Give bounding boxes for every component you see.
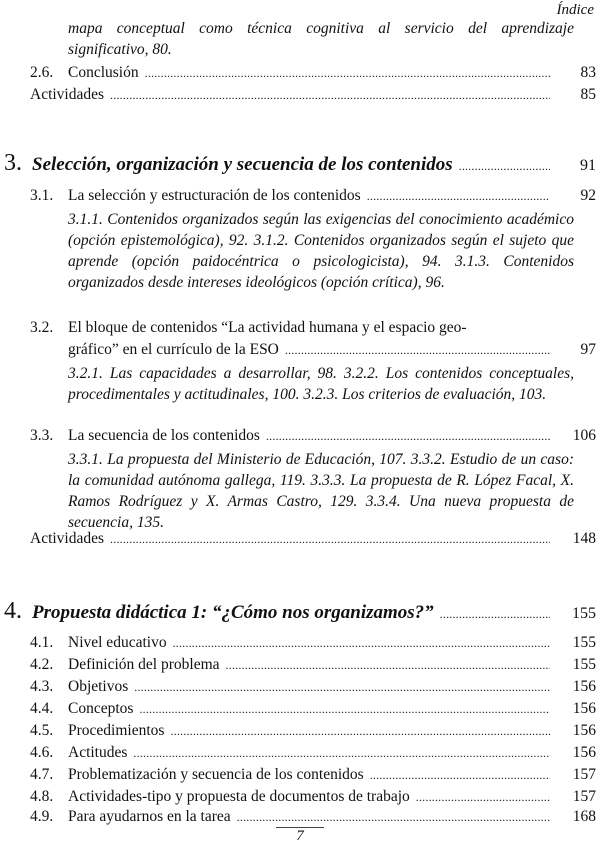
dot-leader [367,187,550,205]
dot-leader [173,634,550,652]
dot-leader [110,530,550,548]
entry-number: 2.6. [30,64,54,81]
entry-title-line1: El bloque de contenidos “La actividad humana y el espacio geo- [68,319,467,336]
entry-page: 156 [572,678,596,695]
chapter-title: Selección, organización y secuencia de los contenidos [32,154,453,175]
subsection-paragraph: 3.1.1. Contenidos organizados según las exigencias del conocimiento académico (opción epistemológica), 92. 3.1.2. Contenidos organizados según el sujeto que aprende (opción paidocéntrica o psicologicista), 94. 3.1.3. Contenidos organizados desde intereses ideológicos (opción crítica), 96. [68,211,574,291]
entry-number: 4.9. [30,808,54,825]
entry-title: Objetivos [68,678,129,695]
entry-page: 157 [572,766,596,783]
chapter-number: 4. [4,598,22,624]
dot-leader [416,788,550,806]
dot-leader [170,722,550,740]
dot-leader [370,766,550,784]
dot-leader [459,154,550,176]
chapter-page: 155 [572,605,596,622]
entry-page: 97 [580,341,596,358]
entry-page: 106 [572,427,596,444]
entry-page: 155 [572,656,596,673]
dot-leader [133,744,550,762]
entry-number: 4.3. [30,678,54,695]
entry-page: 92 [580,187,596,204]
chapter-number: 3. [4,150,22,176]
entry-title: Actividades-tipo y propuesta de documentos de trabajo [68,788,410,805]
entry-title: Actividades [30,530,105,547]
entry-number: 4.4. [30,700,54,717]
entry-page: 83 [580,64,596,81]
dot-leader [139,700,550,718]
entry-title: Actividades [30,86,105,103]
entry-number: 4.2. [30,656,54,673]
entry-page: 156 [572,700,596,717]
entry-number: 4.5. [30,722,54,739]
page-number: 7 [296,828,304,844]
dot-leader [285,341,550,359]
running-header: Índice [556,2,594,18]
entry-page: 156 [572,722,596,739]
entry-page: 155 [572,634,596,651]
dot-leader [134,678,550,696]
entry-page: 156 [572,744,596,761]
dot-leader [266,427,550,445]
entry-number: 4.6. [30,744,54,761]
entry-page: 85 [580,86,596,103]
entry-title: Conclusión [68,64,139,81]
entry-title: gráfico” en el currículo de la ESO [68,341,279,358]
entry-title: La secuencia de los contenidos [68,427,260,444]
entry-title: Actitudes [68,744,128,761]
entry-number: 4.1. [30,634,54,651]
entry-title: Nivel educativo [68,634,167,651]
chapter-page: 91 [580,157,596,174]
subsection-paragraph: 3.3.1. La propuesta del Ministerio de Educación, 107. 3.3.2. Estudio de un caso: la comunidad autónoma gallega, 119. 3.3.3. La propuesta de R. López Facal, X. Ramos Rodríguez y X. Armas Castro, 129. 3.3.4. Una nueva propuesta de secuencia, 135. [68,451,574,531]
entry-title: Para ayudarnos en la tarea [68,808,231,825]
entry-page: 168 [572,808,596,825]
subsection-paragraph: mapa conceptual como técnica cognitiva al servicio del aprendizaje significativo, 80. [68,20,574,58]
entry-number: 4.8. [30,788,54,805]
entry-page: 148 [572,530,596,547]
entry-title: Conceptos [68,700,134,717]
entry-number: 3.2. [30,319,54,336]
entry-number: 3.3. [30,427,54,444]
dot-leader [440,602,550,624]
entry-page: 157 [572,788,596,805]
entry-number: 3.1. [30,187,54,204]
entry-title: Procedimientos [68,722,165,739]
dot-leader [226,656,550,674]
subsection-paragraph: 3.2.1. Las capacidades a desarrollar, 98. 3.2.2. Los contenidos conceptuales, procedimentales y actitudinales, 100. 3.2.3. Los criterios de evaluación, 103. [68,365,574,403]
entry-title: Problematización y secuencia de los contenidos [68,766,364,783]
dot-leader [237,808,550,826]
dot-leader [145,64,550,82]
entry-number: 4.7. [30,766,54,783]
entry-title: La selección y estructuración de los contenidos [68,187,361,204]
dot-leader [110,86,550,104]
entry-title: Definición del problema [68,656,220,673]
chapter-title: Propuesta didáctica 1: “¿Cómo nos organizamos?” [32,602,434,623]
